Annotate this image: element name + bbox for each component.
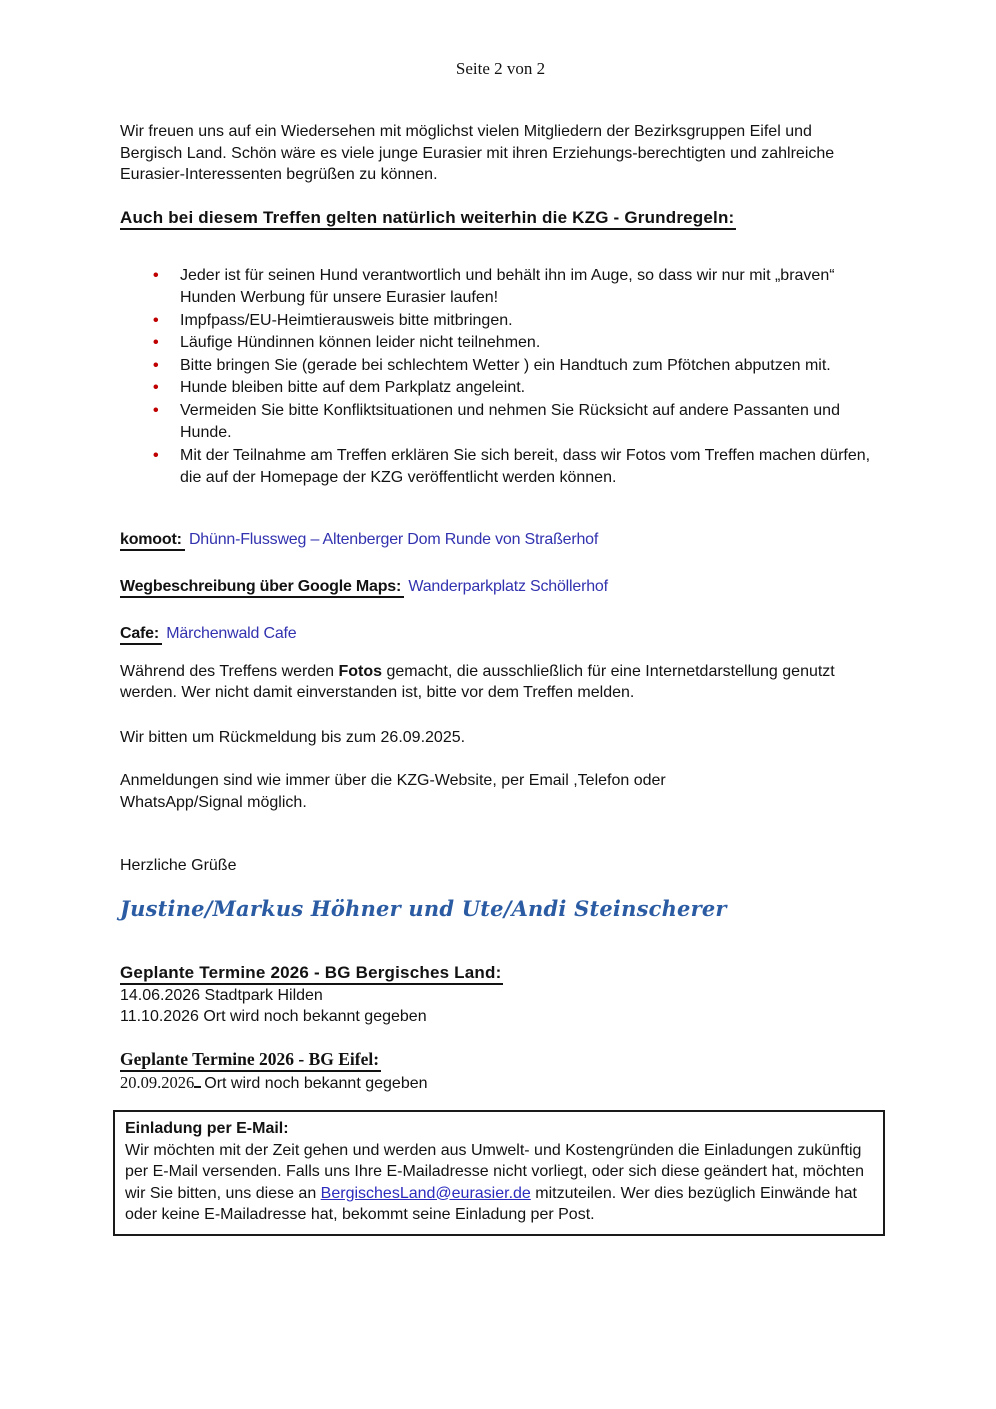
schedule-row: 14.06.2026 Stadtpark Hilden xyxy=(120,986,323,1004)
registration-line: Anmeldungen sind wie immer über die KZG-Website, per Email ,Telefon oder xyxy=(120,772,666,789)
page-number: Seite 2 von 2 xyxy=(455,59,546,78)
schedule-bergisches-land-heading-text: Geplante Termine 2026 - BG Bergisches Land: xyxy=(120,963,503,985)
rule-item-text: Jeder ist für seinen Hund verantwortlich und behält ihn im Auge, so dass wir nur mit „braven“ Hunden Werbung für unsere Eurasier laufen! xyxy=(180,266,835,306)
rule-item-text: Impfpass/EU-Heimtierausweis bitte mitbringen. xyxy=(180,311,513,329)
closing-text: Herzliche Grüße xyxy=(120,857,237,874)
komoot-route-link[interactable]: Dhünn-Flussweg – Altenberger Dom Runde von Straßerhof xyxy=(188,530,599,548)
email-box-heading: Einladung per E-Mail: xyxy=(125,1120,289,1137)
photos-paragraph xyxy=(120,661,881,704)
email-invitation-box xyxy=(113,1110,885,1236)
email-box-text-end: mitzuteilen. Wer dies bezüglich Einwände hat oder keine E-Mailadresse hat, bekommt seine Einladung per Post. xyxy=(125,1184,857,1223)
rule-item-text: Mit der Teilnahme am Treffen erklären Sie sich bereit, dass wir Fotos vom Treffen machen dürfen, die auf der Homepage der KZG veröffentlicht werden können. xyxy=(180,446,871,486)
schedule-bergisches-land-heading xyxy=(120,962,881,985)
cafe-link[interactable]: Märchenwald Cafe xyxy=(166,624,297,642)
schedule-eifel-heading-text: Geplante Termine 2026 - BG Eifel: xyxy=(120,1049,381,1072)
rules-heading xyxy=(120,207,881,230)
rule-item-text: Hunde bleiben bitte auf dem Parkplatz angeleint. xyxy=(180,379,526,396)
maps-link[interactable]: Wanderparkplatz Schöllerhof xyxy=(408,577,608,595)
photos-text-end: gemacht, die ausschließlich für eine Internetdarstellung genutzt werden. Wer nicht damit einverstanden ist, bitte vor dem Treffen melden. xyxy=(120,662,835,701)
cafe-line xyxy=(120,623,881,645)
registration-line: WhatsApp/Signal möglich. xyxy=(120,793,307,811)
rule-item xyxy=(180,400,880,445)
rule-item xyxy=(180,377,880,400)
schedule-eifel-heading xyxy=(120,1048,881,1072)
signature: Justine/Markus Höhner und Ute/Andi Steinscherer xyxy=(120,895,727,921)
komoot-line xyxy=(120,529,881,551)
rule-item-text: Bitte bringen Sie (gerade bei schlechtem Wetter ) ein Handtuch zum Pfötchen abputzen mit. xyxy=(180,356,831,374)
registration-paragraph xyxy=(120,770,881,813)
maps-line xyxy=(120,576,881,598)
rule-item-text: Vermeiden Sie bitte Konfliktsituationen und nehmen Sie Rücksicht auf andere Passanten und Hunde. xyxy=(180,401,840,441)
rule-item xyxy=(180,355,880,378)
schedule-row: 11.10.2026 Ort wird noch bekannt gegeben xyxy=(120,1008,427,1025)
intro-paragraph: Wir freuen uns auf ein Wiedersehen mit möglichst vielen Mitgliedern der Bezirksgruppen Eifel und Bergisch Land. Schön wäre es viele junge Eurasier mit ihren Erziehungs-berechtigten und zahlreiche Eurasier-Interessenten begrüßen zu können. xyxy=(120,123,835,183)
photos-bold-word: Fotos xyxy=(338,662,383,680)
underline-mark xyxy=(194,1072,201,1088)
schedule-bergisches-land-rows xyxy=(120,985,881,1028)
schedule-row: Ort wird noch bekannt gegeben xyxy=(204,1074,428,1092)
rule-item xyxy=(180,265,880,310)
photos-text-start: Während des Treffens werden xyxy=(120,662,339,680)
email-link[interactable]: BergischesLand@eurasier.de xyxy=(320,1184,531,1202)
rule-item xyxy=(180,310,880,333)
email-box-text-start: Wir möchten mit der Zeit gehen und werden aus Umwelt- und Kostengründen die Einladungen zukünftig per E-Mail versenden. Falls uns Ihre E-Mailadresse nicht vorliegt, oder sich diese geändert hat, möchten wir Sie bitten, uns diese an xyxy=(125,1141,865,1202)
komoot-label: komoot: xyxy=(120,531,185,551)
rules-list xyxy=(120,265,880,490)
rules-heading-text: Auch bei diesem Treffen gelten natürlich weiterhin die KZG - Grundregeln: xyxy=(120,208,736,230)
cafe-label: Cafe: xyxy=(120,625,162,645)
deadline-paragraph: Wir bitten um Rückmeldung bis zum 26.09.2025. xyxy=(120,728,466,746)
schedule-eifel-date: 20.09.2026 xyxy=(120,1072,195,1092)
maps-label: Wegbeschreibung über Google Maps: xyxy=(120,578,404,598)
rule-item-text: Läufige Hündinnen können leider nicht teilnehmen. xyxy=(180,334,541,351)
rule-item xyxy=(180,332,880,355)
rule-item xyxy=(180,445,880,490)
schedule-eifel-rows xyxy=(120,1072,881,1095)
